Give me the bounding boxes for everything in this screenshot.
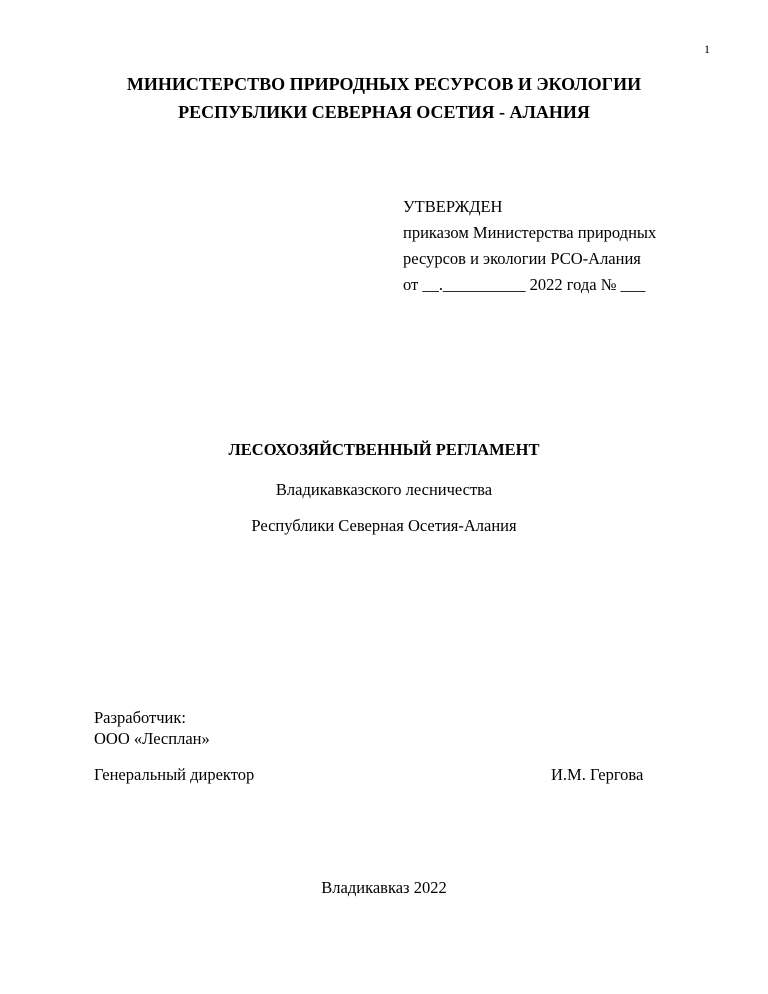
- director-position: Генеральный директор: [94, 765, 255, 784]
- ministry-line-2: РЕСПУБЛИКИ СЕВЕРНАЯ ОСЕТИЯ - АЛАНИЯ: [178, 102, 590, 122]
- approval-block: [403, 194, 656, 298]
- page-number: 1: [704, 42, 710, 56]
- approval-heading: УТВЕРЖДЕН: [403, 197, 503, 216]
- document-subtitle-2: Республики Северная Осетия-Алания: [251, 516, 517, 535]
- approval-line-3: от __.__________ 2022 года № ___: [403, 275, 646, 294]
- developer-label: Разработчик:: [94, 708, 186, 727]
- ministry-line-1: МИНИСТЕРСТВО ПРИРОДНЫХ РЕСУРСОВ И ЭКОЛОГИИ: [126, 74, 642, 94]
- developer-block: [94, 707, 210, 749]
- ministry-header: [0, 70, 768, 126]
- document-title: ЛЕСОХОЗЯЙСТВЕННЫЙ РЕГЛАМЕНТ: [228, 440, 540, 459]
- footer-place-year: Владикавказ 2022: [321, 878, 447, 897]
- approval-line-2: ресурсов и экологии РСО-Алания: [403, 249, 641, 268]
- developer-name: ООО «Лесплан»: [94, 729, 210, 748]
- approval-line-1: приказом Министерства природных: [403, 223, 657, 242]
- document-subtitle-1: Владикавказского лесничества: [275, 480, 493, 499]
- director-name: И.М. Гергова: [551, 765, 644, 784]
